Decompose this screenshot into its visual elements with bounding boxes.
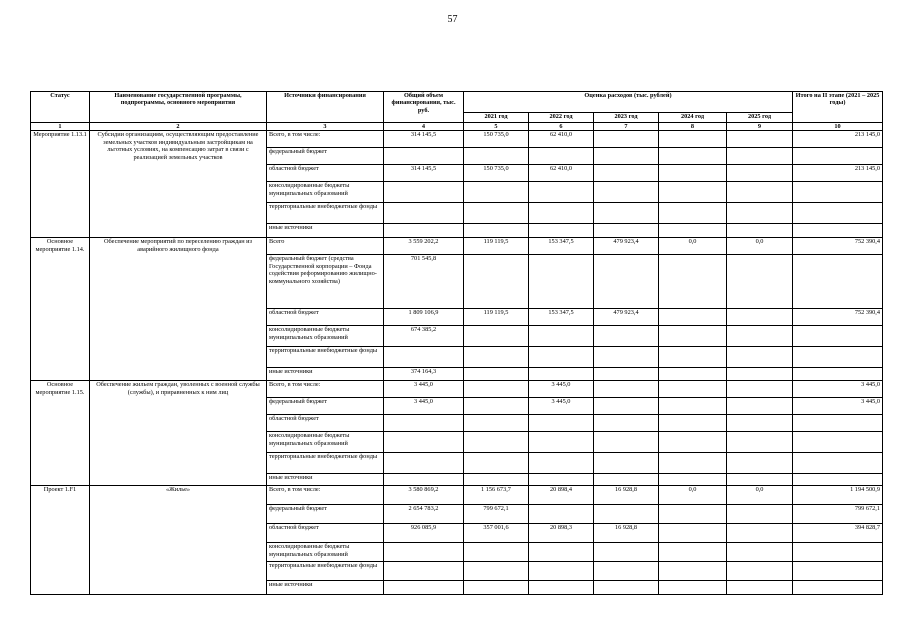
- funding-source-cell: иные источники: [267, 368, 384, 381]
- table-row: [31, 381, 883, 398]
- table-row: [31, 238, 883, 255]
- stage-total-value: [793, 453, 883, 474]
- column-number-row: [31, 123, 883, 131]
- header-row: [31, 92, 883, 113]
- funding-source-cell: территориальные внебюджетные фонды: [267, 347, 384, 368]
- stage-total-value: [793, 368, 883, 381]
- year-2024-value: [659, 474, 727, 486]
- year-2021-value: [464, 255, 529, 309]
- page-number: 57: [447, 14, 458, 25]
- status-cell: Проект 1.F1: [31, 486, 90, 595]
- total-value: [384, 581, 464, 595]
- col-number: 2: [90, 123, 267, 131]
- year-2022-value: [529, 432, 594, 453]
- stage-total-value: 1 194 500,9: [793, 486, 883, 505]
- year-2021-value: [464, 453, 529, 474]
- stage-total-value: 213 145,0: [793, 131, 883, 148]
- year-2022-value: [529, 326, 594, 347]
- stage-total-value: [793, 543, 883, 562]
- status-cell: Основное мероприятие 1.14.: [31, 238, 90, 381]
- year-2025-value: [727, 562, 793, 581]
- funding-source-cell: областной бюджет: [267, 524, 384, 543]
- year-2022-value: [529, 415, 594, 432]
- total-value: 1 809 106,9: [384, 309, 464, 326]
- year-2021-value: [464, 148, 529, 165]
- total-value: 374 164,3: [384, 368, 464, 381]
- year-2024-value: [659, 224, 727, 238]
- year-2025-value: [727, 224, 793, 238]
- total-value: 314 145,5: [384, 131, 464, 148]
- year-2021-value: [464, 368, 529, 381]
- funding-source-cell: Всего, в том числе:: [267, 131, 384, 148]
- year-2024-value: [659, 398, 727, 415]
- total-value: [384, 453, 464, 474]
- year-2025-value: [727, 255, 793, 309]
- year-2025-value: [727, 474, 793, 486]
- total-value: [384, 182, 464, 203]
- year-2023-value: [594, 165, 659, 182]
- year-2021-value: [464, 562, 529, 581]
- year-2023-value: [594, 474, 659, 486]
- year-2022-value: [529, 224, 594, 238]
- stage-total-value: 3 445,0: [793, 381, 883, 398]
- year-2024-value: [659, 347, 727, 368]
- year-2025-value: [727, 326, 793, 347]
- year-2025-value: [727, 131, 793, 148]
- year-2022-value: [529, 255, 594, 309]
- funding-source-cell: консолидированные бюджеты муниципальных образований: [267, 432, 384, 453]
- col-number: 4: [384, 123, 464, 131]
- year-2022-value: [529, 543, 594, 562]
- year-2024-value: [659, 543, 727, 562]
- year-2025-value: [727, 432, 793, 453]
- year-2024-value: [659, 182, 727, 203]
- funding-source-cell: территориальные внебюджетные фонды: [267, 453, 384, 474]
- status-cell: Основное мероприятие 1.15.: [31, 381, 90, 486]
- header-name: Наименование государственной программы, подпрограммы, основного мероприятия: [90, 92, 267, 123]
- stage-total-value: [793, 432, 883, 453]
- year-2022-value: [529, 581, 594, 595]
- year-2024-value: [659, 505, 727, 524]
- header-status: Статус: [31, 92, 90, 123]
- year-2021-value: [464, 224, 529, 238]
- year-2023-value: [594, 432, 659, 453]
- year-2022-value: [529, 347, 594, 368]
- year-2022-value: [529, 182, 594, 203]
- year-2023-value: [594, 453, 659, 474]
- year-2025-value: [727, 581, 793, 595]
- total-value: 701 545,8: [384, 255, 464, 309]
- col-number: 8: [659, 123, 727, 131]
- funding-source-cell: областной бюджет: [267, 415, 384, 432]
- total-value: 3 580 869,2: [384, 486, 464, 505]
- budget-table: [30, 91, 883, 595]
- total-value: 926 085,9: [384, 524, 464, 543]
- year-2025-value: 0,0: [727, 238, 793, 255]
- year-2024-value: [659, 581, 727, 595]
- year-2022-value: [529, 368, 594, 381]
- year-2024-value: [659, 203, 727, 224]
- year-2025-value: [727, 309, 793, 326]
- year-2025-value: 0,0: [727, 486, 793, 505]
- year-2023-value: [594, 368, 659, 381]
- year-2024-value: [659, 309, 727, 326]
- year-2023-value: 479 923,4: [594, 238, 659, 255]
- header-year: 2024 год: [659, 113, 727, 123]
- total-value: 674 385,2: [384, 326, 464, 347]
- year-2023-value: [594, 131, 659, 148]
- year-2025-value: [727, 148, 793, 165]
- year-2021-value: [464, 415, 529, 432]
- year-2021-value: 150 735,0: [464, 165, 529, 182]
- year-2024-value: [659, 255, 727, 309]
- year-2021-value: [464, 203, 529, 224]
- year-2021-value: 119 119,5: [464, 238, 529, 255]
- table-body: [31, 131, 883, 595]
- year-2025-value: [727, 543, 793, 562]
- header-sources: Источники финансирования: [267, 92, 384, 123]
- header-estimate: Оценка расходов (тыс. рублей): [464, 92, 793, 113]
- funding-source-cell: консолидированные бюджеты муниципальных образований: [267, 182, 384, 203]
- stage-total-value: 213 145,0: [793, 165, 883, 182]
- activity-name-cell: Субсидии организациям, осуществляющим предоставление земельных участков индивидуальным застройщикам на льготных условиях, на компенсацию затрат в связи с реализацией земельных участков: [90, 131, 267, 238]
- year-2025-value: [727, 165, 793, 182]
- year-2021-value: [464, 182, 529, 203]
- header-year: 2023 год: [594, 113, 659, 123]
- year-2024-value: [659, 131, 727, 148]
- year-2021-value: 1 156 673,7: [464, 486, 529, 505]
- col-number: 9: [727, 123, 793, 131]
- funding-source-cell: консолидированные бюджеты муниципальных образований: [267, 326, 384, 347]
- funding-source-cell: федеральный бюджет: [267, 398, 384, 415]
- header-year: 2021 год: [464, 113, 529, 123]
- funding-source-cell: Всего: [267, 238, 384, 255]
- total-value: [384, 543, 464, 562]
- col-number: 5: [464, 123, 529, 131]
- total-value: [384, 432, 464, 453]
- year-2025-value: [727, 505, 793, 524]
- year-2023-value: [594, 415, 659, 432]
- year-2023-value: 479 923,4: [594, 309, 659, 326]
- year-2024-value: [659, 562, 727, 581]
- year-2025-value: [727, 347, 793, 368]
- year-2025-value: [727, 381, 793, 398]
- year-2024-value: [659, 524, 727, 543]
- stage-total-value: [793, 415, 883, 432]
- total-value: 3 445,0: [384, 398, 464, 415]
- year-2021-value: [464, 398, 529, 415]
- year-2024-value: [659, 326, 727, 347]
- funding-source-cell: областной бюджет: [267, 309, 384, 326]
- funding-source-cell: консолидированные бюджеты муниципальных образований: [267, 543, 384, 562]
- year-2025-value: [727, 415, 793, 432]
- year-2023-value: 16 928,8: [594, 524, 659, 543]
- header-year: 2022 год: [529, 113, 594, 123]
- total-value: [384, 203, 464, 224]
- stage-total-value: [793, 326, 883, 347]
- year-2025-value: [727, 203, 793, 224]
- year-2023-value: [594, 203, 659, 224]
- activity-name-cell: «Жилье»: [90, 486, 267, 595]
- year-2025-value: [727, 524, 793, 543]
- funding-source-cell: областной бюджет: [267, 165, 384, 182]
- year-2021-value: [464, 543, 529, 562]
- year-2022-value: [529, 562, 594, 581]
- total-value: [384, 562, 464, 581]
- year-2023-value: [594, 326, 659, 347]
- stage-total-value: [793, 182, 883, 203]
- year-2023-value: [594, 562, 659, 581]
- year-2024-value: [659, 165, 727, 182]
- year-2021-value: [464, 581, 529, 595]
- year-2024-value: [659, 415, 727, 432]
- col-number: 3: [267, 123, 384, 131]
- stage-total-value: [793, 581, 883, 595]
- funding-source-cell: территориальные внебюджетные фонды: [267, 203, 384, 224]
- stage-total-value: 799 672,1: [793, 505, 883, 524]
- total-value: [384, 148, 464, 165]
- year-2022-value: 3 445,0: [529, 381, 594, 398]
- col-number: 6: [529, 123, 594, 131]
- funding-source-cell: федеральный бюджет (средства Государственной корпорации – Фонда содействия реформированию жилищно-коммунального хозяйства): [267, 255, 384, 309]
- year-2022-value: 3 445,0: [529, 398, 594, 415]
- total-value: [384, 474, 464, 486]
- header-stage-total: Итого на II этапе (2021 – 2025 годы): [793, 92, 883, 123]
- stage-total-value: 752 390,4: [793, 309, 883, 326]
- year-2022-value: 153 347,5: [529, 309, 594, 326]
- total-value: 2 654 783,2: [384, 505, 464, 524]
- year-2021-value: [464, 474, 529, 486]
- year-2021-value: 119 119,5: [464, 309, 529, 326]
- funding-source-cell: Всего, в том числе:: [267, 486, 384, 505]
- year-2023-value: [594, 581, 659, 595]
- total-value: [384, 415, 464, 432]
- year-2023-value: [594, 543, 659, 562]
- year-2024-value: 0,0: [659, 238, 727, 255]
- year-2024-value: [659, 453, 727, 474]
- col-number: 10: [793, 123, 883, 131]
- activity-name-cell: Обеспечение мероприятий по переселению граждан из аварийного жилищного фонда: [90, 238, 267, 381]
- year-2021-value: [464, 381, 529, 398]
- year-2023-value: [594, 224, 659, 238]
- year-2023-value: [594, 148, 659, 165]
- funding-source-cell: федеральный бюджет: [267, 148, 384, 165]
- funding-source-cell: иные источники: [267, 474, 384, 486]
- stage-total-value: 3 445,0: [793, 398, 883, 415]
- stage-total-value: [793, 474, 883, 486]
- year-2025-value: [727, 368, 793, 381]
- year-2025-value: [727, 182, 793, 203]
- year-2021-value: 357 001,6: [464, 524, 529, 543]
- stage-total-value: [793, 224, 883, 238]
- year-2022-value: 20 898,4: [529, 486, 594, 505]
- activity-name-cell: Обеспечение жильем граждан, уволенных с военной службы (службы), и приравненных к ним лиц: [90, 381, 267, 486]
- stage-total-value: [793, 347, 883, 368]
- year-2023-value: [594, 381, 659, 398]
- year-2021-value: 799 672,1: [464, 505, 529, 524]
- total-value: 3 559 202,2: [384, 238, 464, 255]
- year-2022-value: 62 410,0: [529, 131, 594, 148]
- year-2022-value: 153 347,5: [529, 238, 594, 255]
- year-2025-value: [727, 398, 793, 415]
- funding-source-cell: территориальные внебюджетные фонды: [267, 562, 384, 581]
- stage-total-value: 394 828,7: [793, 524, 883, 543]
- total-value: 314 145,5: [384, 165, 464, 182]
- year-2025-value: [727, 453, 793, 474]
- stage-total-value: 752 390,4: [793, 238, 883, 255]
- year-2024-value: [659, 432, 727, 453]
- table-row: [31, 131, 883, 148]
- total-value: [384, 347, 464, 368]
- funding-source-cell: иные источники: [267, 224, 384, 238]
- year-2022-value: 62 410,0: [529, 165, 594, 182]
- year-2023-value: 16 928,8: [594, 486, 659, 505]
- status-cell: Мероприятие 1.13.1: [31, 131, 90, 238]
- year-2021-value: [464, 432, 529, 453]
- header-year: 2025 год: [727, 113, 793, 123]
- year-2022-value: [529, 148, 594, 165]
- year-2023-value: [594, 398, 659, 415]
- stage-total-value: [793, 203, 883, 224]
- year-2024-value: [659, 148, 727, 165]
- stage-total-value: [793, 255, 883, 309]
- year-2022-value: [529, 203, 594, 224]
- year-2023-value: [594, 347, 659, 368]
- year-2022-value: [529, 453, 594, 474]
- table-row: [31, 486, 883, 505]
- year-2021-value: [464, 347, 529, 368]
- funding-source-cell: иные источники: [267, 581, 384, 595]
- year-2024-value: 0,0: [659, 486, 727, 505]
- year-2023-value: [594, 182, 659, 203]
- col-number: 7: [594, 123, 659, 131]
- year-2022-value: [529, 474, 594, 486]
- stage-total-value: [793, 562, 883, 581]
- header-total: Общий объем финансирования, тыс. руб.: [384, 92, 464, 123]
- year-2021-value: [464, 326, 529, 347]
- total-value: [384, 224, 464, 238]
- year-2024-value: [659, 381, 727, 398]
- funding-source-cell: федеральный бюджет: [267, 505, 384, 524]
- col-number: 1: [31, 123, 90, 131]
- year-2023-value: [594, 255, 659, 309]
- funding-source-cell: Всего, в том числе:: [267, 381, 384, 398]
- year-2023-value: [594, 505, 659, 524]
- year-2022-value: 20 898,3: [529, 524, 594, 543]
- year-2024-value: [659, 368, 727, 381]
- year-2022-value: [529, 505, 594, 524]
- stage-total-value: [793, 148, 883, 165]
- total-value: 3 445,0: [384, 381, 464, 398]
- year-2021-value: 150 735,0: [464, 131, 529, 148]
